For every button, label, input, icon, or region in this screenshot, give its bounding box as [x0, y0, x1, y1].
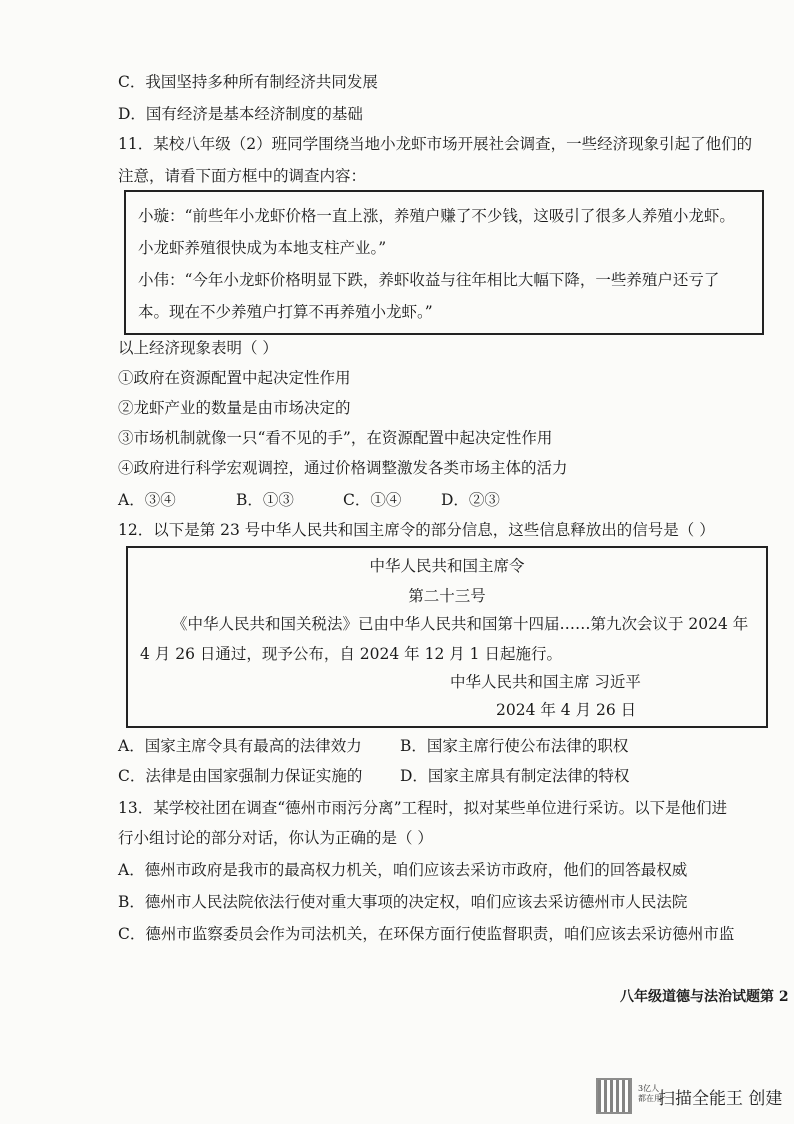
q12-decree-box [126, 546, 768, 728]
q11-item-3: ③市场机制就像一只“看不见的手”，在资源配置中起决定性作用 [118, 429, 553, 447]
q13-option-b: B．德州市人民法院依法行使对重大事项的决定权，咱们应该去采访德州市人民法院 [118, 893, 688, 911]
q12-decree-signature: 中华人民共和国主席 习近平 [450, 673, 641, 691]
q12-decree-body-2: 4 月 26 日通过，现予公布，自 2024 年 12 月 1 日起施行。 [140, 645, 562, 663]
q12-decree-number: 第二十三号 [408, 587, 486, 605]
q12-decree-date: 2024 年 4 月 26 日 [496, 701, 637, 719]
q13-option-a: A．德州市政府是我市的最高权力机关，咱们应该去采访市政府，他们的回答最权威 [118, 861, 688, 879]
q13-stem-line-2: 行小组讨论的部分对话，你认为正确的是（ ） [118, 829, 433, 847]
q13-option-c: C．德州市监察委员会作为司法机关，在环保方面行使监督职责，咱们应该去采访德州市监 [118, 925, 735, 943]
q12-option-b: B．国家主席行使公布法律的职权 [400, 737, 629, 755]
q11-box-line-2: 小龙虾养殖很快成为本地支柱产业。” [138, 239, 387, 257]
q10-option-d: D．国有经济是基本经济制度的基础 [118, 105, 363, 123]
qr-code-icon [596, 1078, 632, 1114]
q11-option-a: A．③④ [118, 491, 176, 509]
scanner-label: 扫描全能王 创建 [658, 1089, 783, 1109]
q12-decree-title: 中华人民共和国主席令 [369, 557, 525, 575]
q11-stem-line-1: 11．某校八年级（2）班同学围绕当地小龙虾市场开展社会调查，一些经济现象引起了他们的 [118, 135, 753, 153]
q11-stem-line-2: 注意，请看下面方框中的调查内容： [118, 167, 367, 185]
q11-item-2: ②龙虾产业的数量是由市场决定的 [118, 399, 351, 417]
q11-box-line-4: 本。现在不少养殖户打算不再养殖小龙虾。” [138, 303, 433, 321]
q12-options-row-2 [118, 766, 629, 786]
q11-option-b: B．①③ [236, 491, 294, 509]
q12-options-row-1 [118, 736, 628, 756]
q12-option-c: C．法律是由国家强制力保证实施的 [118, 767, 363, 785]
scanner-watermark [594, 1076, 784, 1116]
q11-box-line-3: 小伟：“今年小龙虾价格明显下跌，养虾收益与往年相比大幅下降，一些养殖户还亏了 [138, 271, 720, 289]
q11-survey-box [124, 190, 764, 335]
q13-stem-line-1: 13．某学校社团在调查“德州市雨污分离”工程时，拟对某些单位进行采访。以下是他们进 [118, 799, 728, 817]
q11-options [118, 490, 500, 510]
q11-option-c: C．①④ [343, 491, 402, 509]
q11-box-line-1: 小璇：“前些年小龙虾价格一直上涨，养殖户赚了不少钱，这吸引了很多人养殖小龙虾。 [138, 207, 735, 225]
q12-decree-body-1: 《中华人民共和国关税法》已由中华人民共和国第十四届……第九次会议于 2024 年 [172, 615, 749, 633]
q12-stem: 12．以下是第 23 号中华人民共和国主席令的部分信息，这些信息释放出的信号是（ ） [118, 521, 715, 539]
page-footer: 八年级道德与法治试题第 2 [620, 989, 789, 1005]
scanner-tagline: 3亿人 都在用 [638, 1084, 662, 1103]
q10-option-c: C．我国坚持多种所有制经济共同发展 [118, 73, 378, 91]
q11-option-d: D．②③ [441, 491, 500, 509]
q11-item-1: ①政府在资源配置中起决定性作用 [118, 369, 351, 387]
q12-option-a: A．国家主席令具有最高的法律效力 [118, 737, 362, 755]
q11-item-4: ④政府进行科学宏观调控，通过价格调整激发各类市场主体的活力 [118, 459, 568, 477]
q11-question: 以上经济现象表明（ ） [118, 339, 278, 357]
q12-option-d: D．国家主席具有制定法律的特权 [400, 767, 630, 785]
